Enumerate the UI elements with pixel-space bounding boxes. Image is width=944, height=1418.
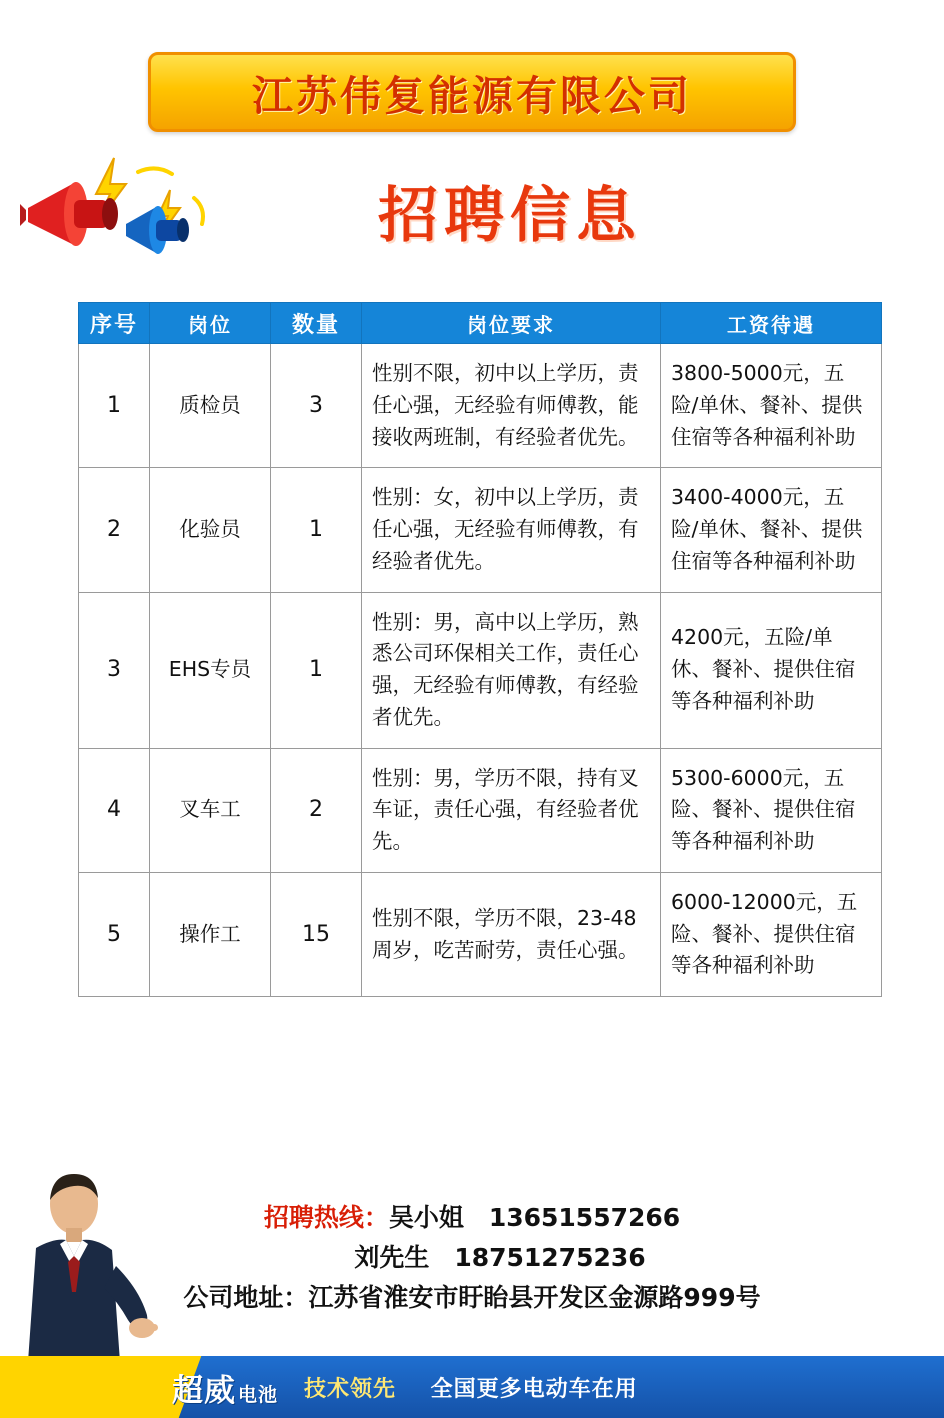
cell-post: 操作工 <box>150 872 271 996</box>
table-row <box>79 872 882 996</box>
cell-pay: 4200元，五险/单休、餐补、提供住宿等各种福利补助 <box>661 592 882 748</box>
column-header-requirement: 岗位要求 <box>362 303 661 344</box>
table-row <box>79 592 882 748</box>
cell-post: 化验员 <box>150 468 271 592</box>
cell-pay: 6000-12000元，五险、餐补、提供住宿等各种福利补助 <box>661 872 882 996</box>
table-row <box>79 468 882 592</box>
ad-slogan-part2: 全国更多电动车在用 <box>430 1376 638 1402</box>
ad-slogan <box>304 1372 638 1403</box>
megaphone-icon <box>18 150 228 270</box>
cell-count: 15 <box>271 872 362 996</box>
cell-post: 叉车工 <box>150 748 271 872</box>
address-value: 江苏省淮安市盱眙县开发区金源路999号 <box>308 1283 761 1312</box>
cell-pay: 5300-6000元，五险、餐补、提供住宿等各种福利补助 <box>661 748 882 872</box>
table-header-row <box>79 303 882 344</box>
bottom-ad-bar <box>0 1356 944 1418</box>
cell-requirement: 性别：女，初中以上学历，责任心强，无经验有师傅教，有经验者优先。 <box>362 468 661 592</box>
hotline-label: 招聘热线： <box>263 1203 389 1232</box>
column-header-no: 序号 <box>79 303 150 344</box>
contact-person-1: 吴小姐 13651557266 <box>388 1203 681 1232</box>
ad-brand <box>172 1365 278 1410</box>
job-table <box>78 302 882 997</box>
cell-post: EHS专员 <box>150 592 271 748</box>
cell-no: 5 <box>79 872 150 996</box>
table-row <box>79 748 882 872</box>
contact-person-2: 刘先生 18751275236 <box>354 1243 646 1272</box>
page-title: 江苏伟复能源有限公司 <box>252 71 692 120</box>
cell-count: 1 <box>271 592 362 748</box>
cell-count: 1 <box>271 468 362 592</box>
cell-no: 3 <box>79 592 150 748</box>
ad-brand-name: 超威 <box>172 1372 236 1409</box>
cell-post: 质检员 <box>150 344 271 468</box>
cell-pay: 3800-5000元，五险/单休、餐补、提供住宿等各种福利补助 <box>661 344 882 468</box>
cell-count: 2 <box>271 748 362 872</box>
cell-requirement: 性别不限，初中以上学历，责任心强，无经验有师傅教，能接收两班制，有经验者优先。 <box>362 344 661 468</box>
column-header-pay: 工资待遇 <box>661 303 882 344</box>
cell-count: 3 <box>271 344 362 468</box>
recruit-heading: 招聘信息 <box>378 181 642 251</box>
cell-requirement: 性别不限，学历不限，23-48周岁，吃苦耐劳，责任心强。 <box>362 872 661 996</box>
ad-brand-sub: 电池 <box>238 1383 279 1406</box>
company-title-banner <box>148 52 796 132</box>
cell-pay: 3400-4000元，五险/单休、餐补、提供住宿等各种福利补助 <box>661 468 882 592</box>
table-row <box>79 344 882 468</box>
cell-requirement: 性别：男，学历不限，持有叉车证，责任心强，有经验者优先。 <box>362 748 661 872</box>
cell-no: 1 <box>79 344 150 468</box>
ad-slogan-part1: 技术领先 <box>304 1376 397 1402</box>
cell-no: 4 <box>79 748 150 872</box>
column-header-count: 数量 <box>271 303 362 344</box>
cell-requirement: 性别：男，高中以上学历，熟悉公司环保相关工作，责任心强，无经验有师傅教，有经验者优先。 <box>362 592 661 748</box>
column-header-post: 岗位 <box>150 303 271 344</box>
banner-body <box>148 52 796 132</box>
cell-no: 2 <box>79 468 150 592</box>
address-label: 公司地址： <box>183 1283 309 1312</box>
spokesperson-photo <box>8 1162 158 1382</box>
